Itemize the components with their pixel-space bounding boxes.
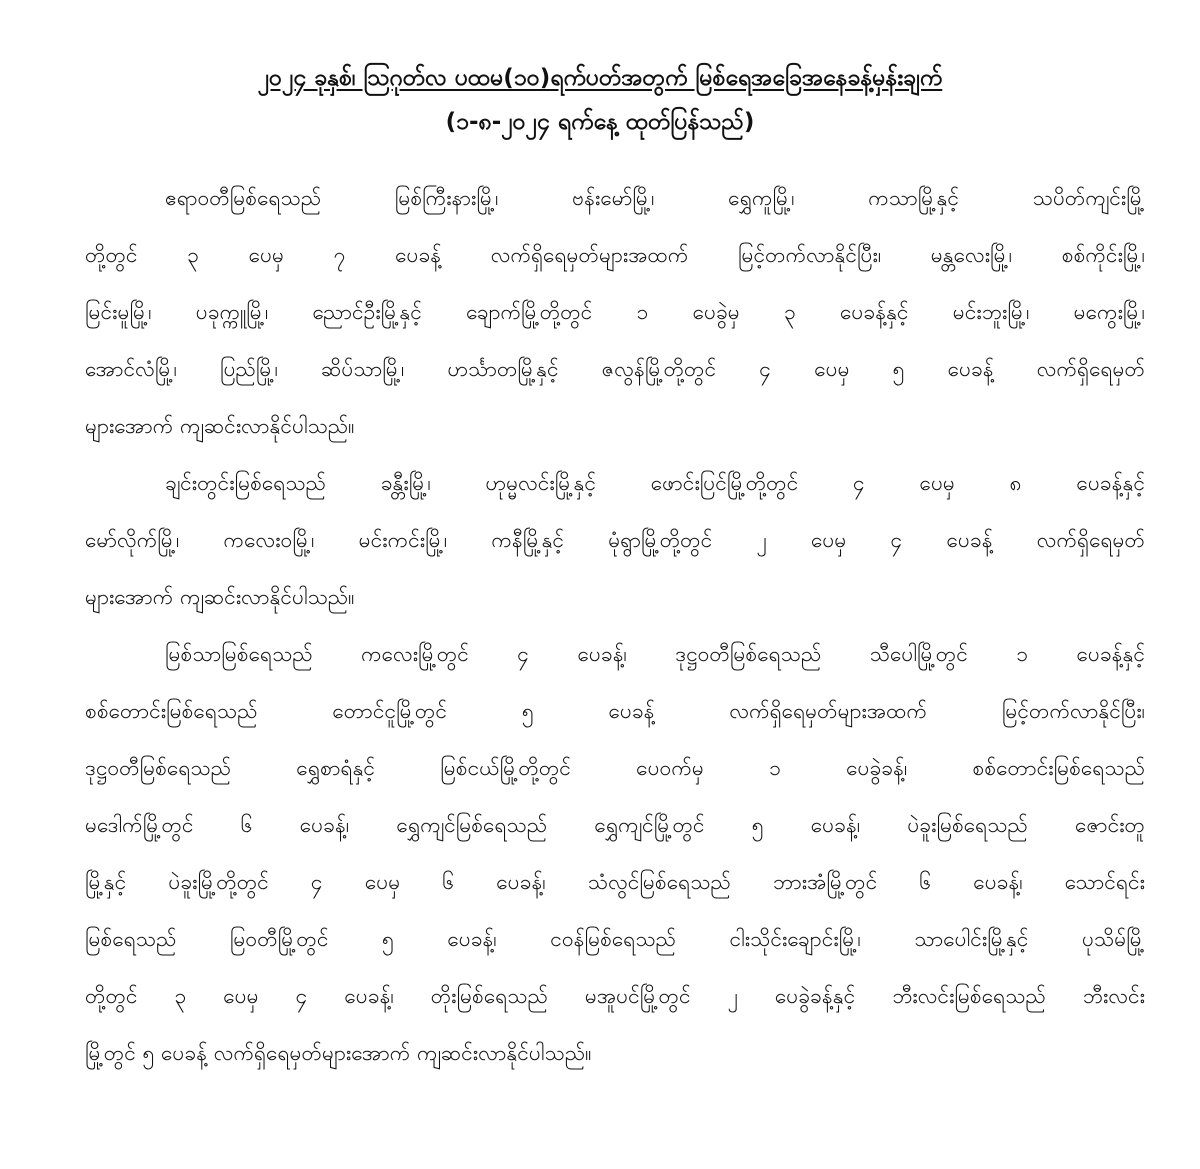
paragraph-line: မြင်းမူမြို့၊ ပခုက္ကူမြို့၊ ညောင်ဦးမြို့နှင့် ချောက်မြို့တို့တွင် ၁ ပေခွဲမှ ၃ ပေခန့်နှင့် မင်းဘူးမြို့၊ မကွေးမြို့၊ [85,300,1145,324]
paragraph-line: ချင်းတွင်းမြစ်ရေသည် ခန္တီးမြို့၊ ဟုမ္မလင်းမြို့နှင့် ဖောင်းပြင်မြို့တို့တွင် ၄ ပေမှ ၈ ပေခန့်နှင့် [165,471,1145,495]
paragraph-line: မြစ်ရေသည် မြဝတီမြို့တွင် ၅ ပေခန့်၊ ငဝန်မြစ်ရေသည် ငါးသိုင်းချောင်းမြို့၊ သာပေါင်းမြို့နှင့် ပုသိမ်မြို့ [85,927,1145,951]
paragraph-line: မဒေါက်မြို့တွင် ၆ ပေခန့်၊ ရွှေကျင်မြစ်ရေသည် ရွှေကျင်မြို့တွင် ၅ ပေခန့်၊ ပဲခူးမြစ်ရေသည် ဇောင်းတူ [85,813,1145,837]
paragraph-line: စစ်တောင်းမြစ်ရေသည် တောင်ငူမြို့တွင် ၅ ပေခန့် လက်ရှိရေမှတ်များအထက် မြင့်တက်လာနိုင်ပြီး၊ [85,699,1145,723]
paragraph-line: တို့တွင် ၃ ပေမှ ၇ ပေခန့် လက်ရှိရေမှတ်များအထက် မြင့်တက်လာနိုင်ပြီး၊ မန္တလေးမြို့၊ စစ်ကိုင်းမြို့၊ [85,243,1145,267]
paragraph-other-rivers [85,626,1145,1082]
paragraph-line: များအောက် ကျဆင်းလာနိုင်ပါသည်။ [85,414,355,438]
paragraph-ayeyarwady [85,170,1145,455]
title-line-date: (၁-၈-၂၀၂၄ ရက်နေ့ ထုတ်ပြန်သည်) [445,109,755,135]
paragraph-line: ဧရာဝတီမြစ်ရေသည် မြစ်ကြီးနားမြို့၊ ဗန်းမော်မြို့၊ ရွှေကူမြို့၊ ကသာမြို့နှင့် သပိတ်ကျင်းမြို့ [165,186,1145,210]
paragraph-line: အောင်လံမြို့၊ ပြည်မြို့၊ ဆိပ်သာမြို့၊ ဟင်္သာတမြို့နှင့် ဇလွန်မြို့တို့တွင် ၄ ပေမှ ၅ ပေခန့် လက်ရှိရေမှတ် [85,357,1145,381]
title-line-main: ၂၀၂၄ ခုနှစ်၊ ဩဂုတ်လ ပထမ(၁၀)ရက်ပတ်အတွက် မြစ်ရေအခြေအနေခန့်မှန်းချက် [257,65,943,91]
paragraph-line: တို့တွင် ၃ ပေမှ ၄ ပေခန့်၊ တိုးမြစ်ရေသည် မအူပင်မြို့တွင် ၂ ပေခွဲခန့်နှင့် ဘီးလင်းမြစ်ရေသည် ဘီးလင်း [85,984,1145,1008]
paragraph-line: မော်လိုက်မြို့၊ ကလေးဝမြို့၊ မင်းကင်းမြို့၊ ကနီမြို့နှင့် မုံရွာမြို့တို့တွင် ၂ ပေမှ ၄ ပေခန့် လက်ရှိရေမှတ် [85,528,1145,552]
paragraph-line: များအောက် ကျဆင်းလာနိုင်ပါသည်။ [85,585,355,609]
paragraph-chindwin [85,455,1145,626]
paragraph-line: မြို့နှင့် ပဲခူးမြို့တို့တွင် ၄ ပေမှ ၆ ပေခန့်၊ သံလွင်မြစ်ရေသည် ဘားအံမြို့တွင် ၆ ပေခန့်၊ သောင်ရင်း [85,870,1145,894]
document-body [85,170,1145,1082]
paragraph-line: မြစ်သာမြစ်ရေသည် ကလေးမြို့တွင် ၄ ပေခန့်၊ ဒုဋ္ဌဝတီမြစ်ရေသည် သီပေါမြို့တွင် ၁ ပေခန့်နှင့် [165,642,1145,666]
document-title [60,56,1140,144]
paragraph-line: မြို့တွင် ၅ ပေခန့် လက်ရှိရေမှတ်များအောက် ကျဆင်းလာနိုင်ပါသည်။ [85,1041,592,1065]
paragraph-line: ဒုဋ္ဌဝတီမြစ်ရေသည် ရွှေစာရံနှင့် မြစ်ငယ်မြို့တို့တွင် ပေဝက်မှ ၁ ပေခွဲခန့်၊ စစ်တောင်းမြစ်ရေသည် [85,756,1145,780]
